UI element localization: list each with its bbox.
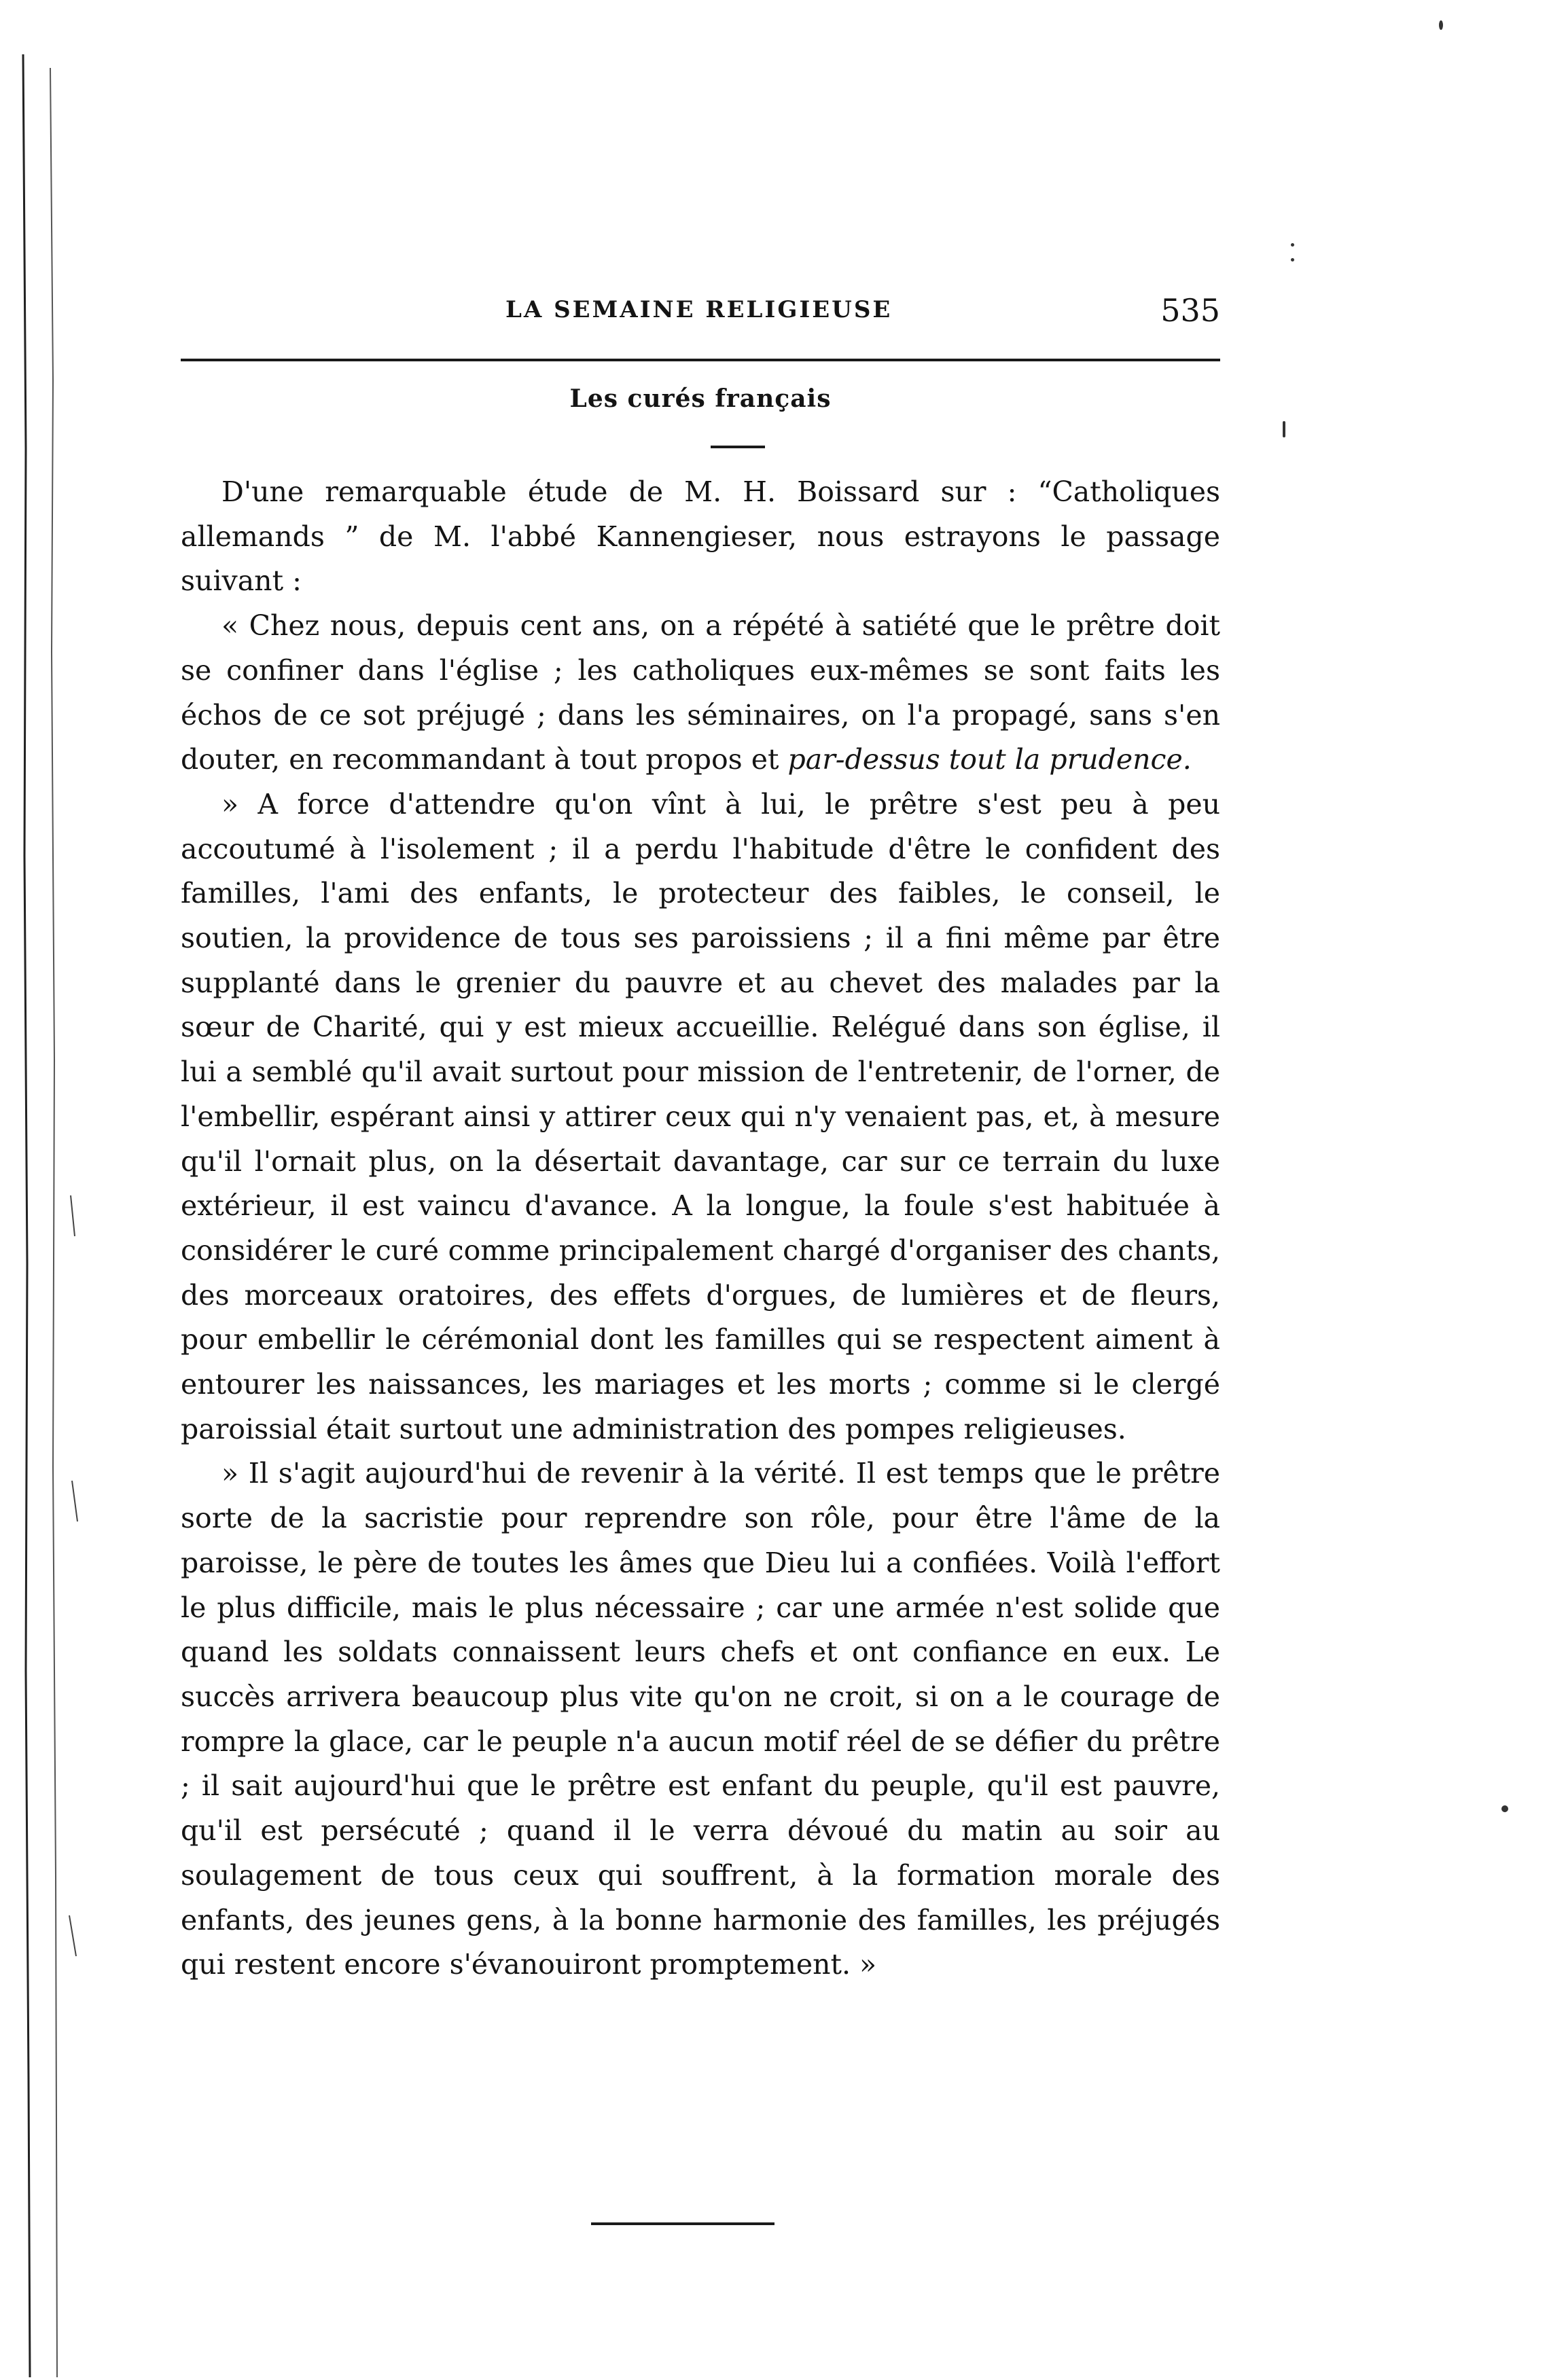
article-title: Les curés français <box>569 384 832 413</box>
running-title: LA SEMAINE RELIGIEUSE <box>505 296 893 323</box>
article-body <box>181 470 1220 1987</box>
scan-margin-edge <box>10 41 91 2380</box>
title-dash <box>711 446 765 448</box>
intro-paragraph <box>181 470 1220 604</box>
scan-speck <box>1501 1805 1508 1812</box>
intro-text: D'une remarquable étude de M. H. Boissard sur : “Catholiques allemands ” de M. l'abbé Kannengieser, nous estrayons le passage suivant : <box>181 475 1220 598</box>
scan-speck <box>1283 421 1285 437</box>
header-rule <box>181 359 1220 361</box>
quote-paragraph-1 <box>181 604 1220 782</box>
quote-paragraph-1-text: « Chez nous, depuis cent ans, on a répété à satiété que le prêtre doit se confiner dans l'église ; les catholiques eux-mêmes se sont faits les échos de ce sot préjugé ; dans les séminaires, on l'a propagé, sans s'en douter, en recommandant à tout propos et <box>181 609 1220 776</box>
quote-paragraph-3: » Il s'agit aujourd'hui de revenir à la vérité. Il est temps que le prêtre sorte de la sacristie pour reprendre son rôle, pour être l'âme de la paroisse, le père de toutes les âmes que Dieu lui a confiées. Voilà l'effort le plus difficile, mais le plus nécessaire ; car une armée n'est solide que quand les soldats connaissent leurs chefs et ont confiance en eux. Le succès arrivera beaucoup plus vite qu'on ne croit, si on a le courage de rompre la glace, car le peuple n'a aucun motif réel de se défier du prêtre ; il sait aujourd'hui que le prêtre est enfant du peuple, qu'il est pauvre, qu'il est persécuté ; quand il le verra dévoué du matin au soir au soulagement de tous ceux qui souffrent, à la formation morale des enfants, des jeunes gens, à la bonne harmonie des familles, les préjugés qui restent encore s'évanouiront promptement. » <box>181 1457 1220 1981</box>
scan-speck <box>1291 243 1294 247</box>
running-header <box>181 292 1220 337</box>
page-number: 535 <box>1160 292 1220 329</box>
scan-speck <box>1439 20 1443 30</box>
quote-paragraph-2: » A force d'attendre qu'on vînt à lui, le prêtre s'est peu à peu accoutumé à l'isolement ; il a perdu l'habitude d'être le confident des familles, l'ami des enfants, le protecteur des faibles, le conseil, le soutien, la providence de tous ses paroissiens ; il a fini même par être supplanté dans le grenier du pauvre et au chevet des malades par la sœur de Charité, qui y est mieux accueillie. Relégué dans son église, il lui a semblé qu'il avait surtout pour mission de l'entretenir, de l'orner, de l'embellir, espérant ainsi y attirer ceux qui n'y venaient pas, et, à mesure qu'il l'ornait plus, on la désertait davantage, car sur ce terrain du luxe extérieur, il est vaincu d'avance. A la longue, la foule s'est habituée à considérer le curé comme principalement chargé d'organiser des chants, des morceaux oratoires, des effets d'orgues, de lumières et de fleurs, pour embellir le cérémonial dont les familles qui se respectent aiment à entourer les naissances, les mariages et les morts ; comme si le clergé paroissial était surtout une administration des pompes religieuses. <box>181 787 1220 1445</box>
end-rule <box>591 2222 774 2225</box>
scan-speck <box>1291 258 1294 262</box>
emphasized-phrase: par-dessus tout la prudence. <box>787 743 1192 776</box>
